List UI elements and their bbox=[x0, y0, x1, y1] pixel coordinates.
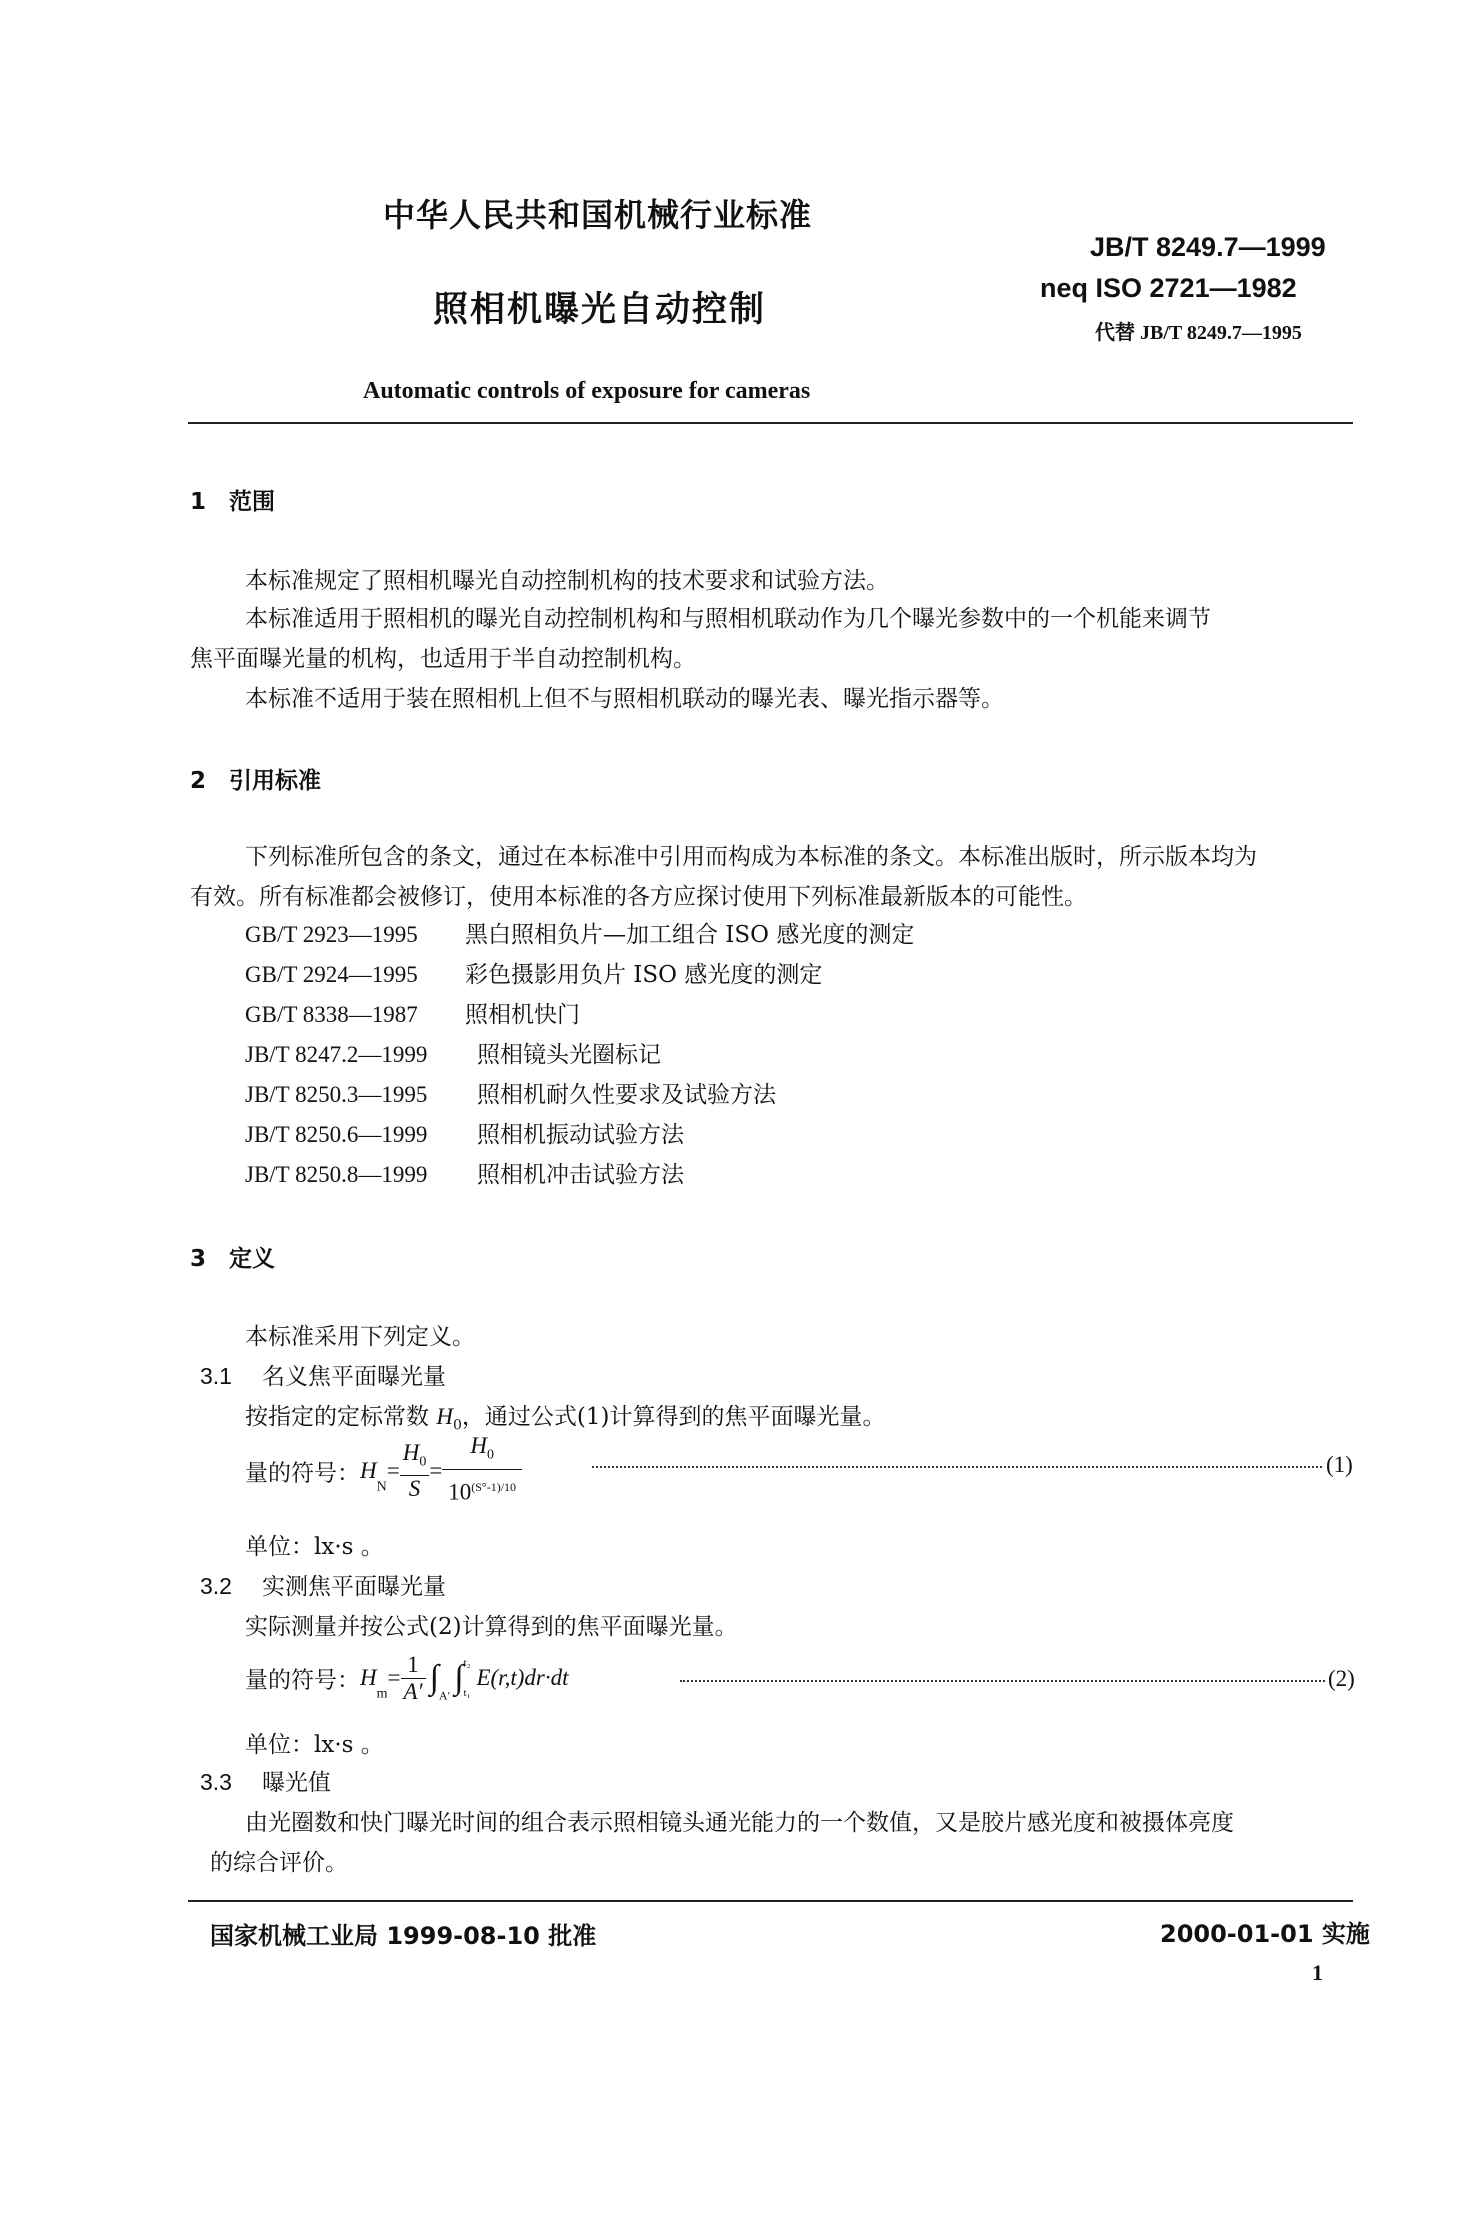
reference-item bbox=[245, 996, 580, 1029]
section-3-heading: 3 定义 bbox=[190, 1246, 276, 1272]
reference-title: 黑白照相负片—加工组合 ISO 感光度的测定 bbox=[465, 922, 915, 948]
definition-number: 3.1 bbox=[200, 1363, 232, 1389]
power-base: 10 bbox=[448, 1479, 472, 1505]
fraction-h0-over-s bbox=[400, 1440, 430, 1503]
section-1-paragraph-2-cont: 焦平面曝光量的机构，也适用于半自动控制机构。 bbox=[190, 646, 696, 672]
section-3-intro: 本标准采用下列定义。 bbox=[245, 1324, 475, 1350]
numerator-subscript: 0 bbox=[486, 1447, 494, 1463]
definition-3-2-unit: 单位：lx·s 。 bbox=[245, 1732, 384, 1758]
denominator: A′ bbox=[403, 1678, 423, 1704]
fraction-h0-over-power bbox=[442, 1433, 522, 1509]
formula-lhs: H bbox=[360, 1665, 377, 1690]
reference-title: 照相机振动试验方法 bbox=[477, 1122, 684, 1148]
integral-upper-limit: t₂ bbox=[463, 1657, 471, 1669]
reference-code: JB/T 8250.3—1995 bbox=[245, 1082, 428, 1107]
denominator: S bbox=[408, 1476, 421, 1502]
reference-item bbox=[245, 1076, 776, 1109]
numerator: H bbox=[402, 1439, 420, 1465]
reference-title: 照相机冲击试验方法 bbox=[477, 1162, 684, 1188]
definition-3-1-heading bbox=[200, 1358, 446, 1391]
text-segment: ，通过公式(1)计算得到的焦平面曝光量。 bbox=[461, 1404, 886, 1430]
section-2-paragraph-cont: 有效。所有标准都会被修订，使用本标准的各方应探讨使用下列标准最新版本的可能性。 bbox=[190, 884, 1087, 910]
approval-note: 国家机械工业局 1999-08-10 批准 bbox=[210, 1922, 597, 1950]
text-segment: 按指定的定标常数 bbox=[245, 1404, 437, 1430]
reference-item bbox=[245, 1036, 661, 1069]
numerator: H bbox=[470, 1433, 487, 1458]
formula-lhs-subscript: N bbox=[376, 1479, 387, 1495]
footer-rule bbox=[188, 1900, 1353, 1902]
equals-sign: = bbox=[386, 1458, 400, 1484]
section-2-paragraph: 下列标准所包含的条文，通过在本标准中引用而构成为本标准的条文。本标准出版时，所示版本均为 bbox=[245, 844, 1257, 870]
variable-subscript: 0 bbox=[452, 1417, 462, 1434]
definition-number: 3.2 bbox=[200, 1573, 232, 1599]
definition-number: 3.3 bbox=[200, 1769, 232, 1795]
equals-sign: = bbox=[387, 1665, 401, 1690]
numerator: 1 bbox=[401, 1652, 426, 1679]
reference-code: GB/T 2923—1995 bbox=[245, 922, 418, 947]
formula-lhs: H bbox=[360, 1458, 377, 1484]
definition-3-3-text: 由光圈数和快门曝光时间的组合表示照相镜头通光能力的一个数值，又是胶片感光度和被摄体亮度 bbox=[245, 1810, 1234, 1836]
section-2-heading: 2 引用标准 bbox=[190, 768, 322, 794]
document-title: 照相机曝光自动控制 bbox=[433, 290, 767, 330]
equals-sign: = bbox=[429, 1458, 443, 1484]
integral-limits bbox=[464, 1648, 471, 1708]
formula-2-tag: (2) bbox=[1328, 1666, 1355, 1691]
reference-title: 彩色摄影用负片 ISO 感光度的测定 bbox=[465, 962, 823, 988]
section-1-heading: 1 范围 bbox=[190, 489, 276, 515]
formula-1-tag: (1) bbox=[1326, 1452, 1353, 1477]
page-number: 1 bbox=[1312, 1960, 1323, 1985]
leader-dots bbox=[680, 1680, 1325, 1682]
definition-3-1-text bbox=[245, 1398, 885, 1434]
definition-title: 实测焦平面曝光量 bbox=[262, 1574, 446, 1600]
header-rule bbox=[188, 422, 1353, 424]
definition-3-1-unit: 单位：lx·s 。 bbox=[245, 1534, 384, 1560]
section-1-paragraph-1: 本标准规定了照相机曝光自动控制机构的技术要求和试验方法。 bbox=[245, 568, 889, 594]
section-1-paragraph-3: 本标准不适用于装在照相机上但不与照相机联动的曝光表、曝光指示器等。 bbox=[245, 686, 1004, 712]
definition-3-2-text: 实际测量并按公式(2)计算得到的焦平面曝光量。 bbox=[245, 1614, 738, 1640]
formula-1 bbox=[245, 1433, 522, 1509]
variable-h: H bbox=[436, 1404, 453, 1429]
reference-title: 照相机快门 bbox=[465, 1002, 580, 1028]
formula-lhs-subscript: m bbox=[376, 1686, 388, 1702]
formula-label: 量的符号： bbox=[245, 1667, 360, 1694]
reference-item bbox=[245, 1116, 684, 1149]
reference-code: JB/T 8250.8—1999 bbox=[245, 1162, 428, 1187]
reference-title: 照相机耐久性要求及试验方法 bbox=[477, 1082, 776, 1108]
section-1-paragraph-2: 本标准适用于照相机的曝光自动控制机构和与照相机联动作为几个曝光参数中的一个机能来调节 bbox=[245, 606, 1211, 632]
numerator-subscript: 0 bbox=[419, 1454, 427, 1470]
integral-lower-limit: t₁ bbox=[463, 1687, 471, 1699]
reference-title: 照相镜头光圈标记 bbox=[477, 1042, 661, 1068]
formula-label: 量的符号： bbox=[245, 1460, 360, 1487]
reference-item bbox=[245, 916, 914, 949]
definition-title: 曝光值 bbox=[262, 1770, 331, 1796]
definition-title: 名义焦平面曝光量 bbox=[262, 1364, 446, 1390]
definition-3-3-heading bbox=[200, 1764, 331, 1797]
reference-item bbox=[245, 956, 822, 989]
definition-3-3-text-cont: 的综合评价。 bbox=[210, 1850, 348, 1876]
integral-subscript: A′ bbox=[438, 1688, 451, 1703]
replaces-standard: 代替 JB/T 8249.7—1995 bbox=[1095, 322, 1302, 344]
effective-date: 2000-01-01 实施 bbox=[1160, 1920, 1370, 1948]
standard-number: JB/T 8249.7—1999 bbox=[1090, 232, 1326, 262]
fraction-one-over-a bbox=[401, 1652, 426, 1705]
reference-item bbox=[245, 1156, 684, 1189]
integral-sign: ∫ bbox=[454, 1659, 464, 1696]
org-title: 中华人民共和国机械行业标准 bbox=[383, 196, 813, 234]
english-title: Automatic controls of exposure for cameras bbox=[363, 378, 811, 404]
power-exponent: (S°-1)/10 bbox=[471, 1479, 517, 1494]
leader-dots bbox=[592, 1466, 1322, 1468]
definition-3-2-heading bbox=[200, 1568, 446, 1601]
reference-code: GB/T 2924—1995 bbox=[245, 962, 418, 987]
reference-code: JB/T 8247.2—1999 bbox=[245, 1042, 428, 1067]
formula-2 bbox=[245, 1648, 568, 1708]
integral-sign: ∫ bbox=[429, 1659, 439, 1696]
reference-code: GB/T 8338—1987 bbox=[245, 1002, 418, 1027]
iso-equivalence: neq ISO 2721—1982 bbox=[1040, 273, 1297, 303]
integrand: E(r,t)dr·dt bbox=[476, 1665, 569, 1690]
reference-code: JB/T 8250.6—1999 bbox=[245, 1122, 428, 1147]
